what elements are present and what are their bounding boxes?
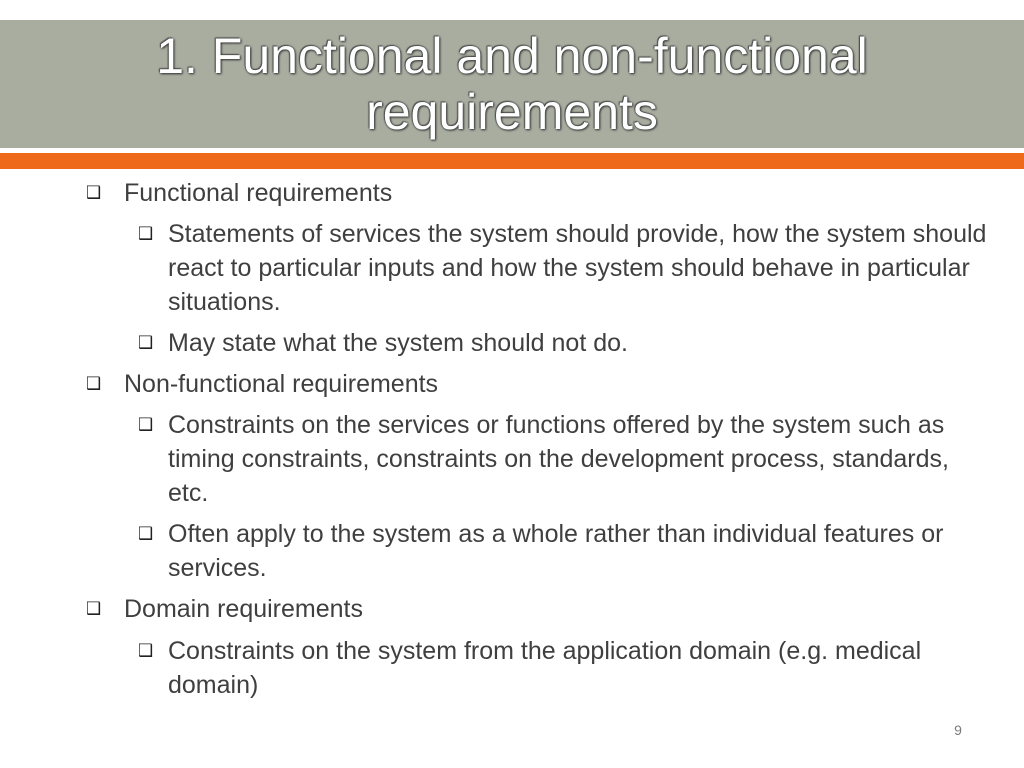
bullet-domain-requirements xyxy=(86,592,984,626)
bullet-text: Domain requirements xyxy=(124,595,363,623)
square-checkbox-icon: ❑ xyxy=(138,524,154,543)
sub-bullet-non-functional-whole xyxy=(138,517,988,585)
bullet-text: Non-functional requirements xyxy=(124,370,439,398)
square-checkbox-icon: ❑ xyxy=(86,599,102,618)
slide-title-line-2: requirements xyxy=(366,84,658,140)
page-number: 9 xyxy=(954,722,962,738)
bullet-text: Functional requirements xyxy=(124,179,393,207)
square-checkbox-icon: ❑ xyxy=(138,224,154,243)
sub-bullet-domain-constraints xyxy=(138,634,988,702)
sub-bullet-text: Statements of services the system should provide, how the system should react to particular inputs and how the system should behave in particular situations. xyxy=(168,220,987,316)
bullet-non-functional-requirements xyxy=(86,367,984,401)
square-checkbox-icon: ❑ xyxy=(86,374,102,393)
square-checkbox-icon: ❑ xyxy=(138,415,154,434)
sub-bullet-text: Constraints on the system from the application domain (e.g. medical domain) xyxy=(168,637,922,699)
square-checkbox-icon: ❑ xyxy=(138,641,154,660)
sub-bullet-text: Constraints on the services or functions offered by the system such as timing constraints, constraints on the development process, standards, etc. xyxy=(168,411,949,507)
square-checkbox-icon: ❑ xyxy=(86,183,102,202)
square-checkbox-icon: ❑ xyxy=(138,333,154,352)
sub-bullet-functional-statements xyxy=(138,217,988,319)
sub-bullet-text: Often apply to the system as a whole rather than individual features or services. xyxy=(168,520,944,582)
sub-bullet-text: May state what the system should not do. xyxy=(168,329,628,357)
bullet-functional-requirements xyxy=(86,176,984,210)
sub-bullet-functional-not-do xyxy=(138,326,988,360)
sub-bullet-non-functional-constraints xyxy=(138,408,988,510)
slide-title-line-1: 1. Functional and non-functional xyxy=(156,28,868,84)
